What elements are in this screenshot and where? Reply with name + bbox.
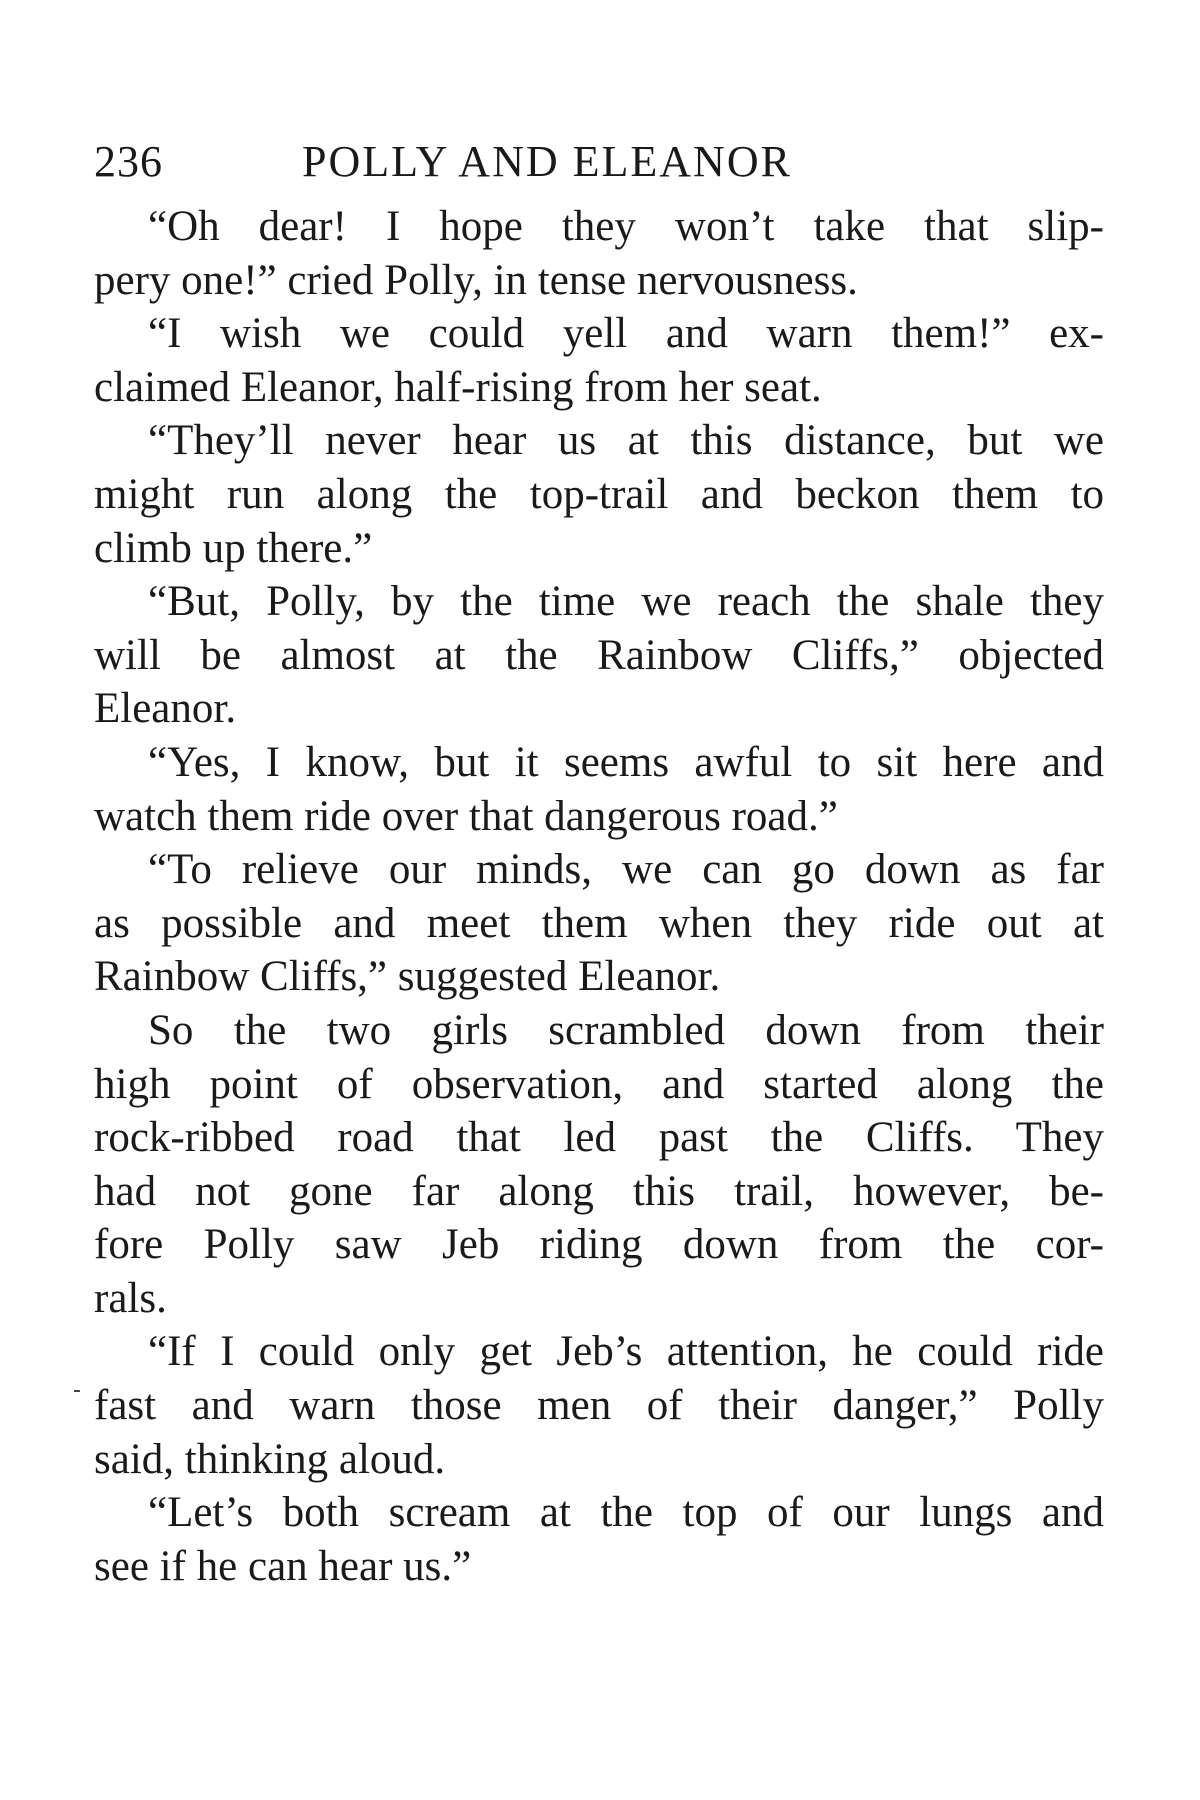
page-number: 236 xyxy=(94,137,163,186)
text-line: watch them ride over that dangerous road.” xyxy=(94,792,838,840)
text-line: said, thinking aloud. xyxy=(94,1435,446,1483)
text-line: Rainbow Cliffs,” suggested Eleanor. xyxy=(94,953,721,1001)
text-line: “Yes, I know, but it seems awful to sit here and xyxy=(148,738,1104,786)
text-line: fast and warn those men of their danger,” Polly xyxy=(94,1382,1104,1430)
text-line: had not gone far along this trail, however, be- xyxy=(94,1167,1104,1215)
text-line: “They’ll never hear us at this distance, but we xyxy=(148,417,1104,465)
text-line: “But, Polly, by the time we reach the shale they xyxy=(148,578,1104,626)
text-line: “Let’s both scream at the top of our lungs and xyxy=(148,1489,1104,1537)
text-line: fore Polly saw Jeb riding down from the cor- xyxy=(94,1221,1104,1269)
text-line: claimed Eleanor, half-rising from her seat. xyxy=(94,363,822,411)
text-line: “Oh dear! I hope they won’t take that slip- xyxy=(148,203,1104,250)
text-line: high point of observation, and started along the xyxy=(94,1060,1104,1108)
running-header xyxy=(94,136,1094,196)
text-line: rals. xyxy=(94,1274,167,1322)
text-line: Eleanor. xyxy=(94,685,237,733)
text-line: as possible and meet them when they ride out at xyxy=(94,899,1104,947)
body-text xyxy=(94,200,1104,1593)
text-line: climb up there.” xyxy=(94,524,373,572)
text-line: might run along the top-trail and beckon them to xyxy=(94,470,1104,518)
text-line: “To relieve our minds, we can go down as far xyxy=(148,846,1104,894)
margin-mark xyxy=(74,1390,80,1392)
running-title: POLLY AND ELEANOR xyxy=(302,137,792,186)
text-line: see if he can hear us.” xyxy=(94,1542,472,1590)
text-line: pery one!” cried Polly, in tense nervousness. xyxy=(94,256,858,304)
text-line: “I wish we could yell and warn them!” ex- xyxy=(148,310,1104,358)
text-line: “If I could only get Jeb’s attention, he could ride xyxy=(148,1328,1104,1376)
text-line: So the two girls scrambled down from their xyxy=(148,1006,1104,1054)
text-line: rock-ribbed road that led past the Cliffs. They xyxy=(94,1114,1104,1162)
text-line: will be almost at the Rainbow Cliffs,” objected xyxy=(94,631,1104,679)
